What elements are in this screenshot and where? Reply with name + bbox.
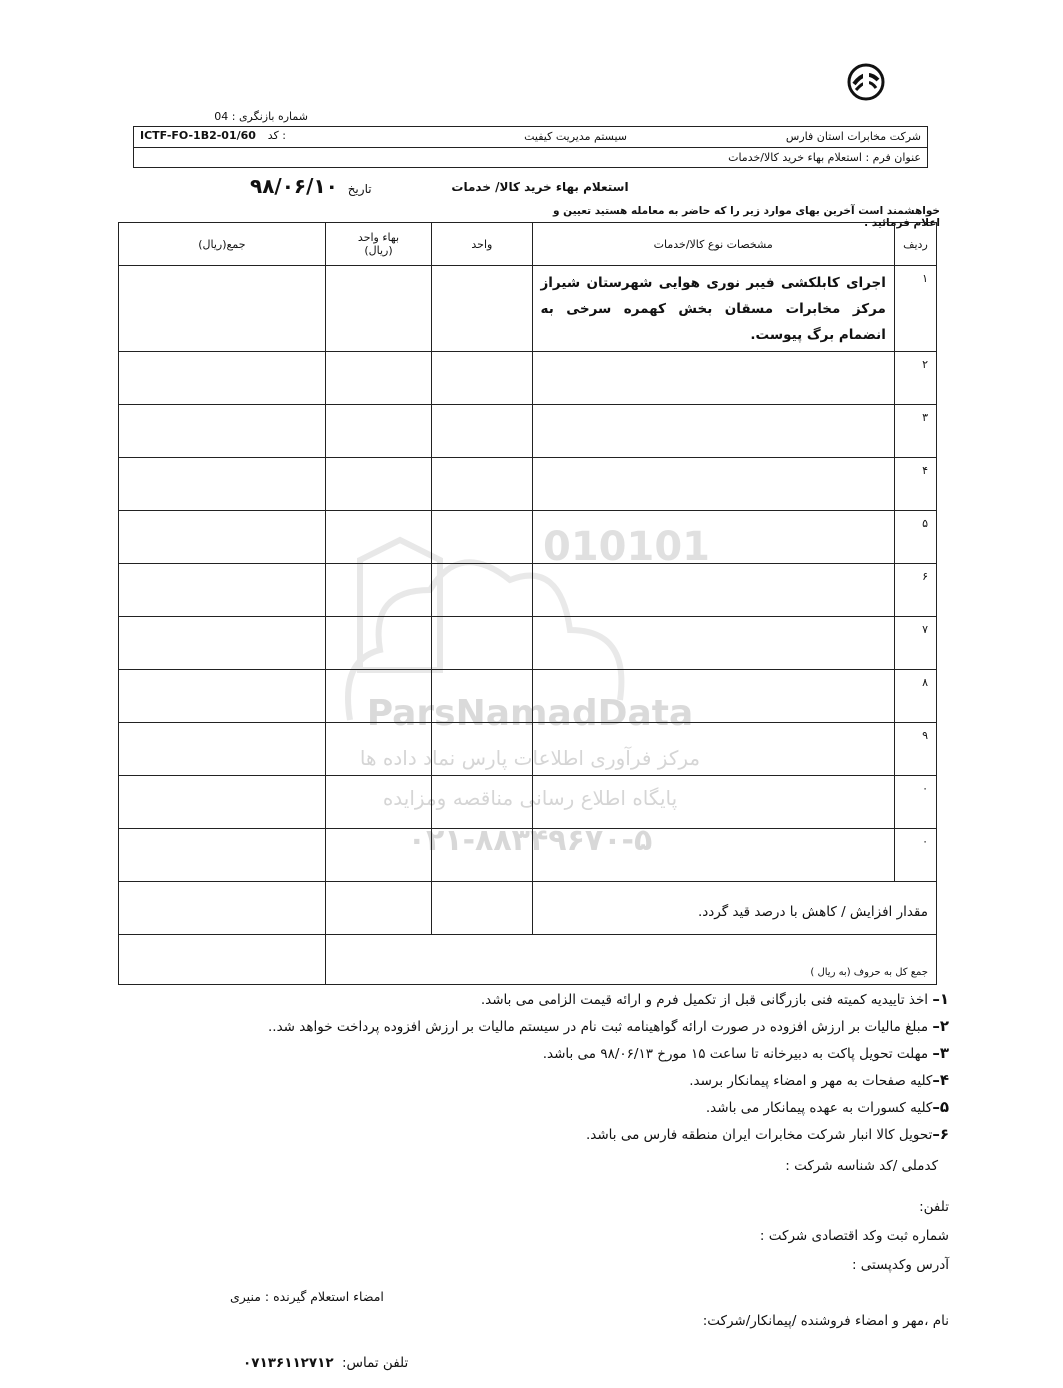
row-price-cell[interactable] bbox=[325, 829, 431, 882]
row-description[interactable] bbox=[532, 670, 894, 723]
grand-total-cell[interactable] bbox=[119, 935, 326, 985]
header-total: جمع(ریال) bbox=[119, 223, 326, 266]
note-number: ۲– bbox=[932, 1017, 949, 1035]
address-postal-code-field[interactable]: آدرس وکدپستی : bbox=[851, 1257, 949, 1273]
row-price-cell[interactable] bbox=[325, 266, 431, 352]
watermark-line1: مرکز فرآوری اطلاعات پارس نماد داده ها bbox=[359, 746, 701, 770]
header-unit-price-line2: (ریال) bbox=[364, 244, 393, 257]
row-unit-cell[interactable] bbox=[432, 670, 532, 723]
adjustment-price-cell[interactable] bbox=[325, 882, 431, 935]
adjustment-unit-cell[interactable] bbox=[432, 882, 532, 935]
row-number: ۱ bbox=[894, 266, 936, 352]
header-row-bottom bbox=[134, 147, 927, 167]
note-item bbox=[69, 1040, 949, 1067]
row-unit-cell[interactable] bbox=[432, 829, 532, 882]
note-number: ۳– bbox=[932, 1044, 949, 1062]
header-unit-price bbox=[325, 223, 431, 266]
adjustment-total-cell[interactable] bbox=[119, 882, 326, 935]
table-row bbox=[119, 266, 937, 352]
date-label: تاریخ bbox=[347, 182, 372, 196]
row-total-cell[interactable] bbox=[119, 564, 326, 617]
adjustment-row bbox=[119, 882, 937, 935]
row-description[interactable] bbox=[532, 829, 894, 882]
table-row bbox=[119, 405, 937, 458]
page-title: استعلام بهاء خرید کالا/ خدمات bbox=[451, 180, 629, 194]
row-total-cell[interactable] bbox=[119, 511, 326, 564]
items-table bbox=[118, 222, 937, 985]
row-description[interactable] bbox=[532, 511, 894, 564]
row-total-cell[interactable] bbox=[119, 266, 326, 352]
quality-system-label: سیستم مدیریت کیفیت bbox=[524, 130, 627, 143]
date-value: ۹۸/۰۶/۱۰ bbox=[250, 174, 338, 198]
note-text: اخذ تاییدیه کمیته فنی بازرگانی قبل از تکمیل فرم و ارائه قیمت الزامی می باشد. bbox=[480, 992, 933, 1008]
header-unit-price-line1: بهاء واحد bbox=[357, 231, 400, 244]
note-number: ۱– bbox=[932, 990, 949, 1008]
tel-field[interactable]: تلفن: bbox=[919, 1199, 949, 1215]
row-price-cell[interactable] bbox=[325, 670, 431, 723]
row-description[interactable] bbox=[532, 617, 894, 670]
note-text: تحویل کالا انبار شرکت مخابرات ایران منطقه فارس می باشد. bbox=[585, 1127, 933, 1143]
form-code bbox=[140, 129, 286, 142]
company-logo bbox=[846, 62, 886, 102]
row-description[interactable] bbox=[532, 776, 894, 829]
row-unit-cell[interactable] bbox=[432, 776, 532, 829]
header-row-number: ردیف bbox=[894, 223, 936, 266]
row-number: ۲ bbox=[894, 352, 936, 405]
note-item bbox=[69, 1121, 949, 1148]
table-row bbox=[119, 352, 937, 405]
contact-phone bbox=[243, 1355, 408, 1371]
note-text: مبلغ مالیات بر ارزش افزوده در صورت ارائه گواهینامه ثبت نام در سیستم مالیات بر ارزش افزوده پرداخت خواهد شد.. bbox=[268, 1019, 933, 1035]
watermark-brand: ParsNamadData bbox=[366, 693, 694, 734]
table-row bbox=[119, 511, 937, 564]
table-header-row bbox=[119, 223, 937, 266]
note-item bbox=[69, 986, 949, 1013]
note-number: ۴– bbox=[932, 1071, 949, 1089]
row-total-cell[interactable] bbox=[119, 723, 326, 776]
note-text: کلیه صفحات به مهر و امضاء پیمانکار برسد. bbox=[689, 1073, 933, 1089]
row-total-cell[interactable] bbox=[119, 829, 326, 882]
row-price-cell[interactable] bbox=[325, 723, 431, 776]
watermark-digits: 010101 bbox=[543, 524, 710, 570]
note-text: مهلت تحویل پاکت به دبیرخانه تا ساعت ۱۵ مورخ ۹۸/۰۶/۱۳ می باشد. bbox=[542, 1046, 933, 1062]
row-unit-cell[interactable] bbox=[432, 617, 532, 670]
note-item bbox=[69, 1067, 949, 1094]
row-number: ۷ bbox=[894, 617, 936, 670]
row-price-cell[interactable] bbox=[325, 776, 431, 829]
row-number: ۶ bbox=[894, 564, 936, 617]
row-total-cell[interactable] bbox=[119, 670, 326, 723]
row-price-cell[interactable] bbox=[325, 352, 431, 405]
header-row-top bbox=[134, 127, 927, 148]
note-text: کلیه کسورات به عهده پیمانکار می باشد. bbox=[705, 1100, 933, 1116]
registration-econ-code-field[interactable]: شماره ثبت وکد اقتصادی شرکت : bbox=[759, 1228, 949, 1244]
row-number: ۵ bbox=[894, 511, 936, 564]
notes-list bbox=[69, 986, 949, 1148]
row-description[interactable] bbox=[532, 458, 894, 511]
row-price-cell[interactable] bbox=[325, 564, 431, 617]
row-number: ۸ bbox=[894, 670, 936, 723]
form-code-label: کد : bbox=[267, 129, 286, 142]
row-unit-cell[interactable] bbox=[432, 723, 532, 776]
row-unit-cell[interactable] bbox=[432, 511, 532, 564]
table-row bbox=[119, 458, 937, 511]
row-number: ۴ bbox=[894, 458, 936, 511]
row-unit-cell[interactable] bbox=[432, 352, 532, 405]
adjustment-note: مقدار افزایش / کاهش با درصد قید گردد. bbox=[532, 882, 936, 935]
row-unit-cell[interactable] bbox=[432, 405, 532, 458]
revision-number: شماره بازنگری : 04 bbox=[214, 110, 308, 123]
table-row bbox=[119, 776, 937, 829]
form-header bbox=[133, 126, 928, 168]
row-price-cell[interactable] bbox=[325, 458, 431, 511]
row-total-cell[interactable] bbox=[119, 776, 326, 829]
watermark-line3: ۰۲۱-۸۸۳۴۹۶۷۰-۵ bbox=[407, 823, 653, 858]
row-price-cell[interactable] bbox=[325, 405, 431, 458]
contact-phone-label: تلفن تماس: bbox=[341, 1355, 409, 1371]
items-table-container bbox=[118, 222, 937, 980]
date bbox=[250, 174, 372, 198]
row-unit-cell[interactable] bbox=[432, 458, 532, 511]
row-number: ۰ bbox=[894, 829, 936, 882]
row-unit-cell[interactable] bbox=[432, 266, 532, 352]
company-logo-icon bbox=[846, 62, 886, 102]
seller-signature-field[interactable]: نام ،مهر و امضاء فروشنده /پیمانکار/شرکت: bbox=[702, 1313, 949, 1329]
row-total-cell[interactable] bbox=[119, 405, 326, 458]
row-description[interactable]: اجرای کابلکشی فیبر نوری هوایی شهرستان شیراز مرکز مخابرات مسقان بخش کهمره سرخی به انضمام برگ پیوست. bbox=[532, 266, 894, 352]
watermark-line2: پایگاه اطلاع رسانی مناقصه ومزایده bbox=[382, 786, 678, 810]
row-price-cell[interactable] bbox=[325, 511, 431, 564]
request-text: خواهشمند است آخرین بهای موارد زیر را که حاضر به معامله هستید تعیین و اعلام فرمائید . bbox=[553, 205, 940, 229]
row-number: ۳ bbox=[894, 405, 936, 458]
national-id-field[interactable]: کدملی /کد شناسه شرکت : bbox=[785, 1158, 938, 1174]
receiver-signature: امضاء استعلام گیرنده : منیری bbox=[230, 1289, 384, 1304]
form-title: عنوان فرم : استعلام بهاء خرید کالا/خدمات bbox=[728, 151, 921, 164]
table-row bbox=[119, 829, 937, 882]
company-name: شرکت مخابرات استان فارس bbox=[785, 130, 921, 143]
row-number: ۹ bbox=[894, 723, 936, 776]
table-row bbox=[119, 617, 937, 670]
row-total-cell[interactable] bbox=[119, 617, 326, 670]
total-words-row bbox=[119, 935, 937, 985]
row-description[interactable] bbox=[532, 564, 894, 617]
row-total-cell[interactable] bbox=[119, 352, 326, 405]
form-code-value: ICTF-FO-1B2-01/60 bbox=[140, 129, 256, 142]
row-price-cell[interactable] bbox=[325, 617, 431, 670]
row-description[interactable] bbox=[532, 723, 894, 776]
row-description[interactable] bbox=[532, 405, 894, 458]
row-total-cell[interactable] bbox=[119, 458, 326, 511]
header-unit: واحد bbox=[432, 223, 532, 266]
table-row bbox=[119, 723, 937, 776]
contact-phone-value: ۰۷۱۳۶۱۱۲۷۱۲ bbox=[243, 1355, 334, 1371]
row-number: ۰ bbox=[894, 776, 936, 829]
row-unit-cell[interactable] bbox=[432, 564, 532, 617]
total-in-words-label[interactable]: جمع کل به حروف (به ریال ) bbox=[325, 935, 936, 985]
table-row bbox=[119, 564, 937, 617]
note-number: ۵– bbox=[932, 1098, 949, 1116]
note-item bbox=[69, 1013, 949, 1040]
row-description[interactable] bbox=[532, 352, 894, 405]
note-item bbox=[69, 1094, 949, 1121]
note-number: ۶– bbox=[932, 1125, 949, 1143]
header-description: مشخصات نوع کالا/خدمات bbox=[532, 223, 894, 266]
table-row bbox=[119, 670, 937, 723]
